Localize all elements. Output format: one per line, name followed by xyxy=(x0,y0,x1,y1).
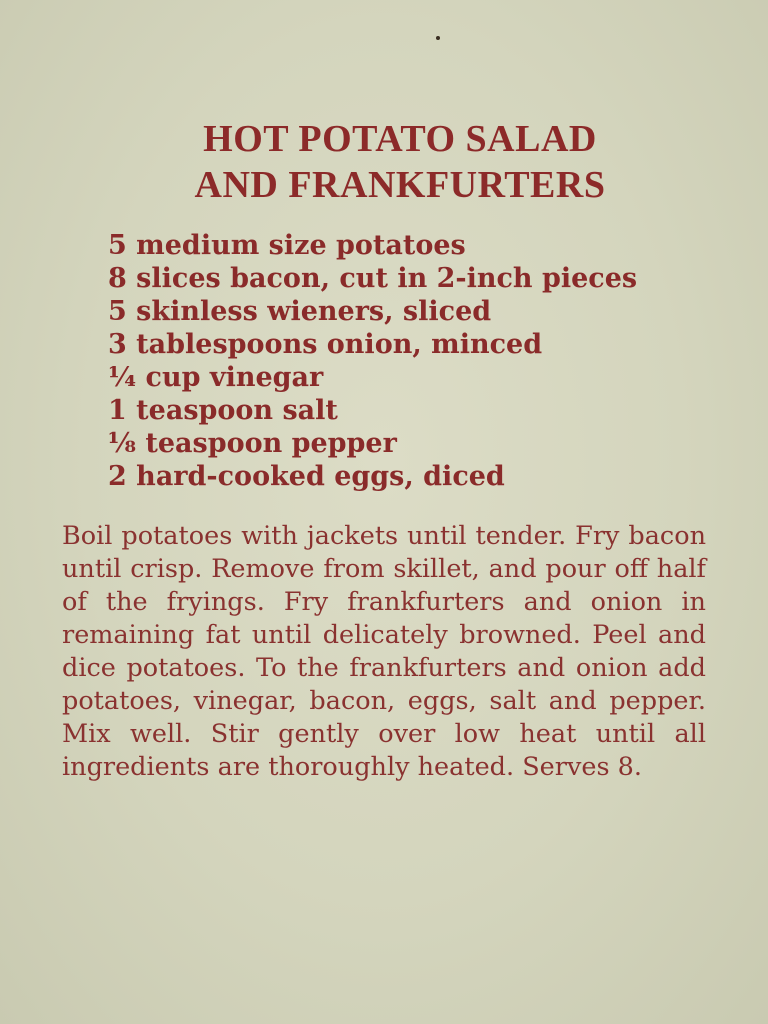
ingredient-item: 5 medium size potatoes xyxy=(108,230,466,261)
ingredient-item: 2 hard-cooked eggs, diced xyxy=(108,461,505,492)
recipe-title xyxy=(100,116,700,208)
paper-speck xyxy=(436,36,440,40)
ingredient-item: ¼ cup vinegar xyxy=(108,362,324,393)
recipe-directions: Boil potatoes with jackets until tender. Fry bacon until crisp. Remove from skillet, and pour off half of the fryings. Fry frankfurters and onion in remaining fat until delicately browned. Peel and dice potatoes. To the frankfurters and onion add potatoes, vinegar, bacon, eggs, salt and pepper. Mix well. Stir gently over low heat until all ingredients are thoroughly heated. Serves 8. xyxy=(62,521,706,782)
title-line-2: AND FRANKFURTERS xyxy=(194,164,606,206)
ingredient-item: 1 teaspoon salt xyxy=(108,395,338,426)
ingredient-item: ⅛ teaspoon pepper xyxy=(108,428,397,459)
ingredient-item: 5 skinless wieners, sliced xyxy=(108,296,492,327)
ingredient-item: 8 slices bacon, cut in 2-inch pieces xyxy=(108,263,638,294)
title-line-1: HOT POTATO SALAD xyxy=(203,118,597,160)
ingredient-list xyxy=(108,229,637,493)
ingredient-item: 3 tablespoons onion, minced xyxy=(108,329,543,360)
